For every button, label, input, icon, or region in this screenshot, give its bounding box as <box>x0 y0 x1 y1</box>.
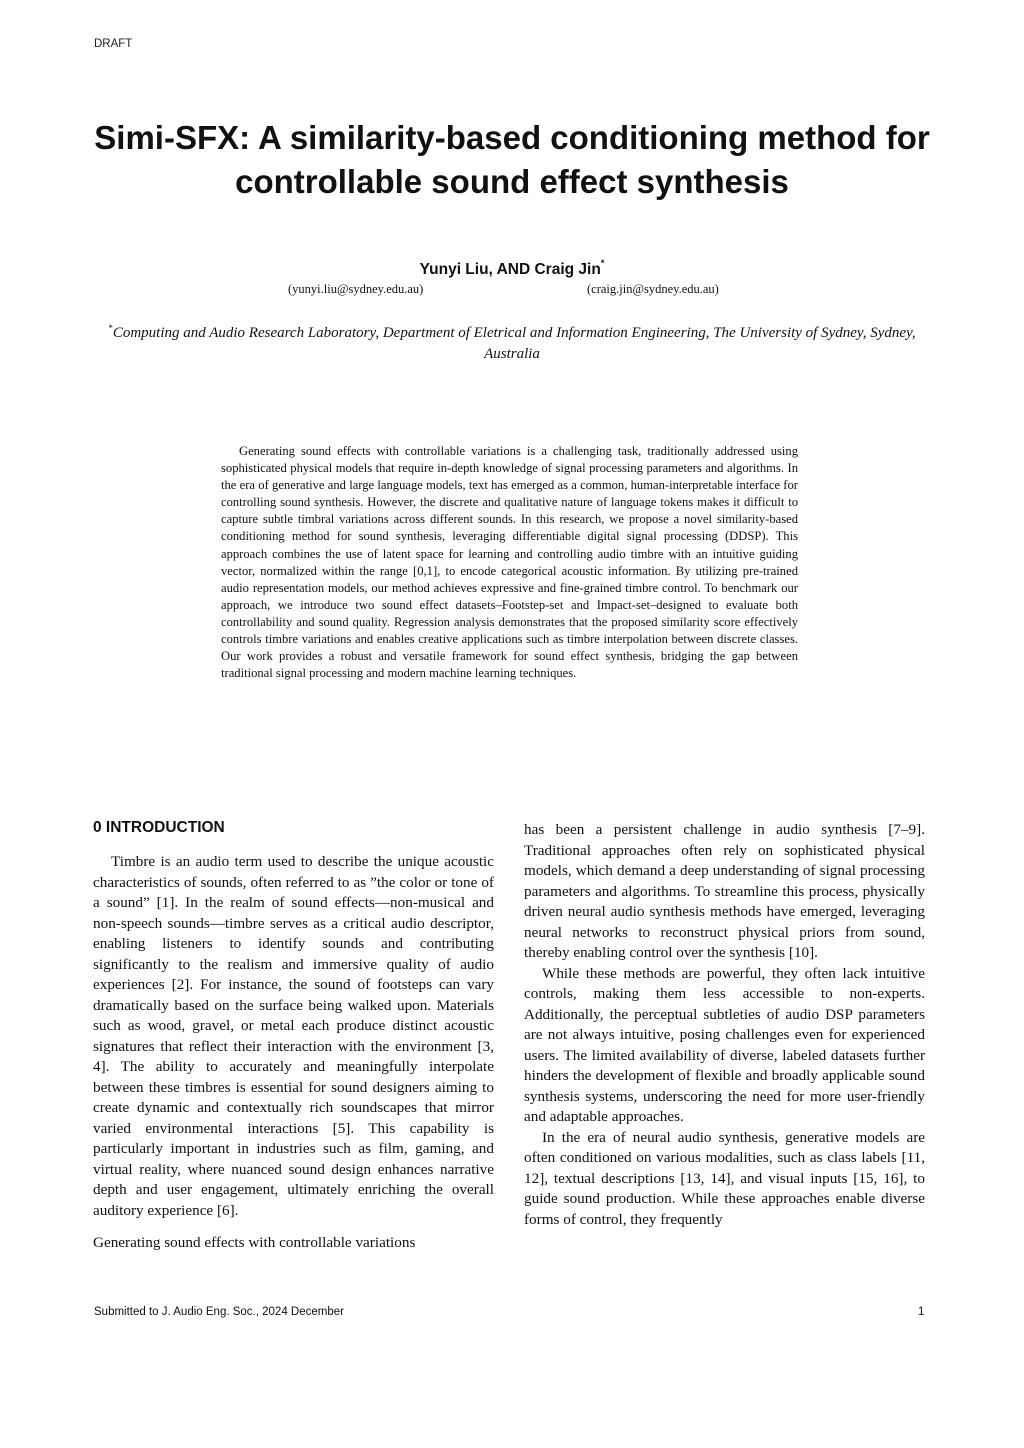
footer-submission: Submitted to J. Audio Eng. Soc., 2024 December <box>94 1306 344 1318</box>
draft-label: DRAFT <box>94 38 133 50</box>
paper-title: Simi-SFX: A similarity-based conditioning method for controllable sound effect synthesis <box>94 119 930 200</box>
left-column <box>93 818 494 1254</box>
body-paragraph: Timbre is an audio term used to describe the unique acoustic characteristics of sounds, often referred to as ”the color or tone of a sound” [1]. In the realm of sound effects—non-musical and non-speech sounds—timbre serves as a critical audio descriptor, enabling listeners to identify sounds and contributing significantly to the realism and immersive quality of audio experiences [2]. For instance, the sound of footsteps can vary dramatically based on the surface being walked upon. Materials such as wood, gravel, or metal each produce distinct acoustic signatures that reflect their interaction with the environment [3, 4]. The ability to accurately and meaningfully interpolate between these timbres is essential for sound designers aiming to create dynamic and contextually rich soundscapes that mirror varied environmental interactions [5]. This capability is particularly important in industries such as film, gaming, and virtual reality, where nuanced sound design enhances narrative depth and user engagement, ultimately enriching the overall auditory experience [6]. <box>93 853 494 1219</box>
author-email-1: (yunyi.liu@sydney.edu.au) <box>288 282 424 296</box>
abstract-text: Generating sound effects with controllable variations is a challenging task, traditionally addressed using sophisticated physical models that require in-depth knowledge of signal processing parameters and algorithms. In the era of generative and large language models, text has emerged as a common, human-interpretable interface for controlling sound synthesis. However, the discrete and qualitative nature of language tokens makes it difficult to capture subtle timbral variations across different sounds. In this research, we propose a novel similarity-based conditioning method for sound synthesis, leveraging differentiable digital signal processing (DDSP). This approach combines the use of latent space for learning and controlling audio timbre with an intuitive guiding vector, normalized within the range [0,1], to encode categorical acoustic information. By utilizing pre-trained audio representation models, our method achieves expressive and fine-grained timbre control. To benchmark our approach, we introduce two sound effect datasets–Footstep-set and Impact-set–designed to evaluate both controllability and sound quality. Regression analysis demonstrates that the proposed similarity score effectively controls timbre variations and enables creative applications such as timbre interpolation between discrete classes. Our work provides a robust and versatile framework for sound effect synthesis, bridging the gap between traditional signal processing and modern machine learning techniques. <box>221 444 798 681</box>
page-number: 1 <box>918 1306 925 1318</box>
author-line <box>0 260 1024 279</box>
author-names: Yunyi Liu, AND Craig Jin <box>419 261 601 279</box>
section-heading-introduction: 0 INTRODUCTION <box>93 819 225 836</box>
affiliation <box>100 318 924 365</box>
body-paragraph: has been a persistent challenge in audio synthesis [7–9]. Traditional approaches often rely on sophisticated physical models, which demand a deep understanding of signal processing parameters and algorithms. To streamline this process, physically driven neural audio synthesis methods have emerged, leveraging neural networks to reconstruct physical priors from sound, thereby enabling control over the synthesis [10]. <box>524 821 925 961</box>
affiliation-text: Computing and Audio Research Laboratory, Department of Eletrical and Information Engineering, The University of Sydney, Sydney, Australia <box>112 325 916 362</box>
author-email-2: (craig.jin@sydney.edu.au) <box>587 282 719 296</box>
right-column <box>524 820 925 1230</box>
body-paragraph: While these methods are powerful, they often lack intuitive controls, making them less accessible to non-experts. Additionally, the perceptual subtleties of audio DSP parameters are not always intuitive, posing challenges even for experienced users. The limited availability of diverse, labeled datasets further hinders the development of flexible and broadly applicable sound synthesis systems, underscoring the need for more user-friendly and adaptable approaches. <box>524 964 925 1125</box>
abstract <box>221 443 798 682</box>
body-paragraph: Generating sound effects with controllable variations <box>93 1234 416 1251</box>
body-paragraph: In the era of neural audio synthesis, generative models are often conditioned on various modalities, such as class labels [11, 12], textual descriptions [13, 14], and visual inputs [15, 16], to guide sound production. While these approaches enable diverse forms of control, they frequently <box>524 1128 925 1228</box>
affiliation-marker: * <box>108 323 113 333</box>
author-affil-marker: * <box>600 258 605 268</box>
